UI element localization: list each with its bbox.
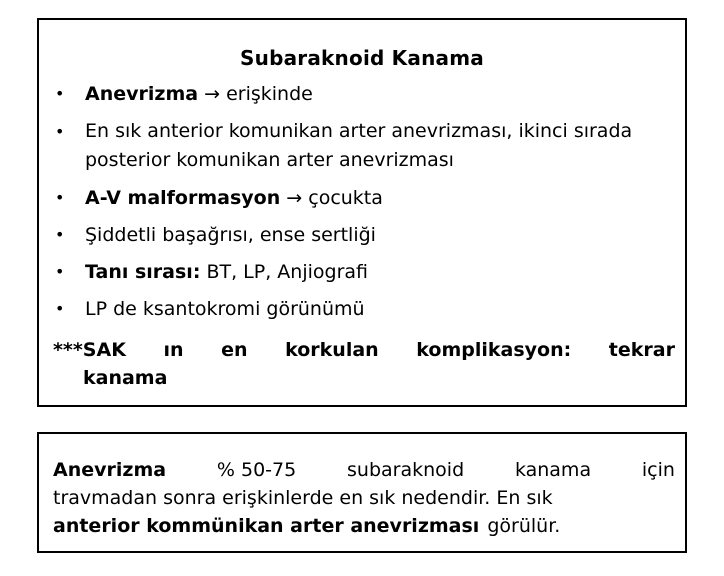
bullet-icon: • — [55, 122, 65, 141]
info-box — [37, 432, 687, 553]
list-item: • Şiddetli başağrısı, ense sertliği — [55, 221, 675, 249]
box-title: Subaraknoid Kanama — [240, 46, 484, 70]
list-item: • LP de ksantokromi görünümü — [55, 295, 675, 323]
list-item: • Tanı sırası: BT, LP, Anjiografi — [55, 258, 675, 286]
bullet-list — [55, 80, 675, 332]
bullet-icon: • — [55, 84, 65, 103]
complication-note: ***SAK ın en korkulan komplikasyon: tekrar kanama — [53, 339, 675, 389]
list-item: • A-V malformasyon → çocukta — [55, 184, 675, 212]
info-paragraph: Anevrizma % 50-75 subaraknoid kanama için travmadan sonra erişkinlerde en sık nedendir. En sık anterior kommünikan arter anevrizması görülür. — [53, 459, 675, 537]
bullet-icon: • — [55, 299, 65, 318]
bullet-icon: • — [55, 225, 65, 244]
list-item: • En sık anterior komunikan arter anevrizması, ikinci sırada posterior komunikan arter anevrizması — [55, 117, 675, 175]
bullet-icon: • — [55, 262, 65, 281]
bullet-icon: • — [55, 188, 65, 207]
summary-box — [37, 18, 687, 407]
list-item: • Anevrizma → erişkinde — [55, 80, 675, 108]
